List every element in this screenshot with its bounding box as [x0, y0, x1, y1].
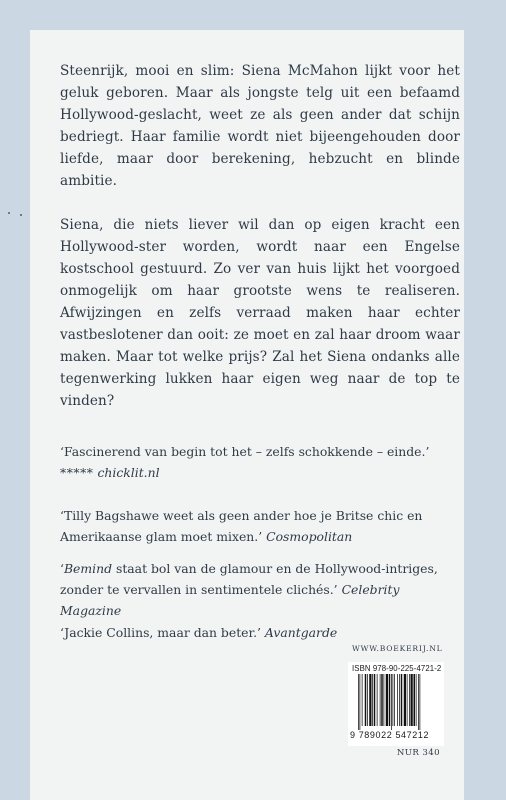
barcode-bar: [381, 674, 383, 726]
barcode-bar: [374, 674, 376, 726]
barcode-bar: [407, 674, 408, 726]
barcode-bar: [418, 674, 419, 730]
quote-source: Avantgarde: [264, 625, 338, 640]
barcode-bar: [420, 674, 421, 730]
barcode-bar: [367, 674, 368, 726]
quote-source: Celebrity Magazine: [60, 582, 400, 618]
barcode-bar: [411, 674, 413, 726]
barcode-bar: [389, 674, 391, 726]
barcode-bar: [386, 674, 388, 726]
print-speck: [8, 212, 10, 214]
review-quote-3: ‘Bemind staat bol van de glamour en de Hollywood-intriges, zonder te vervallen in sentimentele clichés.’ Celebrity Magazine: [60, 561, 438, 618]
quote-source: chicklit.nl: [97, 465, 160, 480]
quote-text: staat bol van de glamour en de Hollywood-intriges, zonder te vervallen in sentimentele clichés.’: [60, 561, 438, 597]
ean-number: 9 789022 547212: [350, 730, 430, 740]
isbn-label: ISBN 978-90-225-4721-2: [352, 664, 442, 673]
barcode-bar: [372, 674, 373, 726]
quote-text: ‘Jackie Collins, maar dan beter.’: [60, 625, 261, 640]
barcode-bar: [393, 674, 394, 726]
blurb-paragraph-2: Siena, die niets liever wil dan op eigen kracht een Hollywood-ster worden, wordt naar een Engelse kostschool gestuurd. Zo ver van huis lijkt het voorgoed onmogelijk om haar grootste wens te realiseren. Afwijzingen en zelfs verraad maken haar echter vastbeslotener dan ooit: ze moet en zal haar droom waar maken. Maar tot welke prijs? Zal het Siena ondanks alle tegenwerking lukken haar eigen weg naar de top te vinden?: [60, 217, 460, 409]
barcode-bar: [394, 674, 395, 726]
barcode-bar: [358, 674, 359, 730]
rating-stars: *****: [60, 465, 94, 480]
barcode-bar: [409, 674, 410, 726]
barcode-bar: [362, 674, 363, 726]
book-title: Bemind: [63, 561, 113, 576]
review-quote-2: [60, 505, 460, 547]
blurb: [60, 60, 460, 412]
barcode-bar: [380, 674, 381, 726]
barcode: [358, 674, 440, 730]
barcode-bar: [391, 674, 392, 730]
barcode-bar: [377, 674, 378, 726]
publisher-website: WWW.BOEKERIJ.NL: [352, 644, 443, 653]
barcode-bar: [414, 674, 416, 726]
barcode-bar: [399, 674, 400, 726]
review-quote-4: [60, 622, 460, 643]
blurb-paragraph-1: Steenrijk, mooi en slim: Siena McMahon lijkt voor het geluk geboren. Maar als jongste telg uit een befaamd Hollywood-geslacht, weet ze als geen ander dat schijn bedriegt. Haar familie wordt niet bijeengehouden door liefde, maar door berekening, hebzucht en blinde ambitie.: [60, 63, 460, 189]
barcode-bar: [360, 674, 361, 730]
quote-source: Cosmopolitan: [266, 529, 353, 544]
barcode-bar: [416, 674, 417, 726]
barcode-bar: [384, 674, 385, 726]
barcode-bar: [369, 674, 371, 726]
quote-text: ‘Fascinerend van begin tot het – zelfs schokkende – einde.’: [60, 444, 430, 459]
review-quote-1: [60, 441, 460, 483]
quote-text: ‘Tilly Bagshawe weet als geen ander hoe je Britse chic en Amerikaanse glam moet mixen.’: [60, 508, 423, 544]
nur-code: NUR 340: [396, 748, 440, 758]
barcode-bar: [365, 674, 367, 726]
print-speck: [20, 214, 22, 216]
barcode-bar: [404, 674, 406, 726]
barcode-bar: [397, 674, 398, 726]
barcode-bar: [401, 674, 403, 726]
